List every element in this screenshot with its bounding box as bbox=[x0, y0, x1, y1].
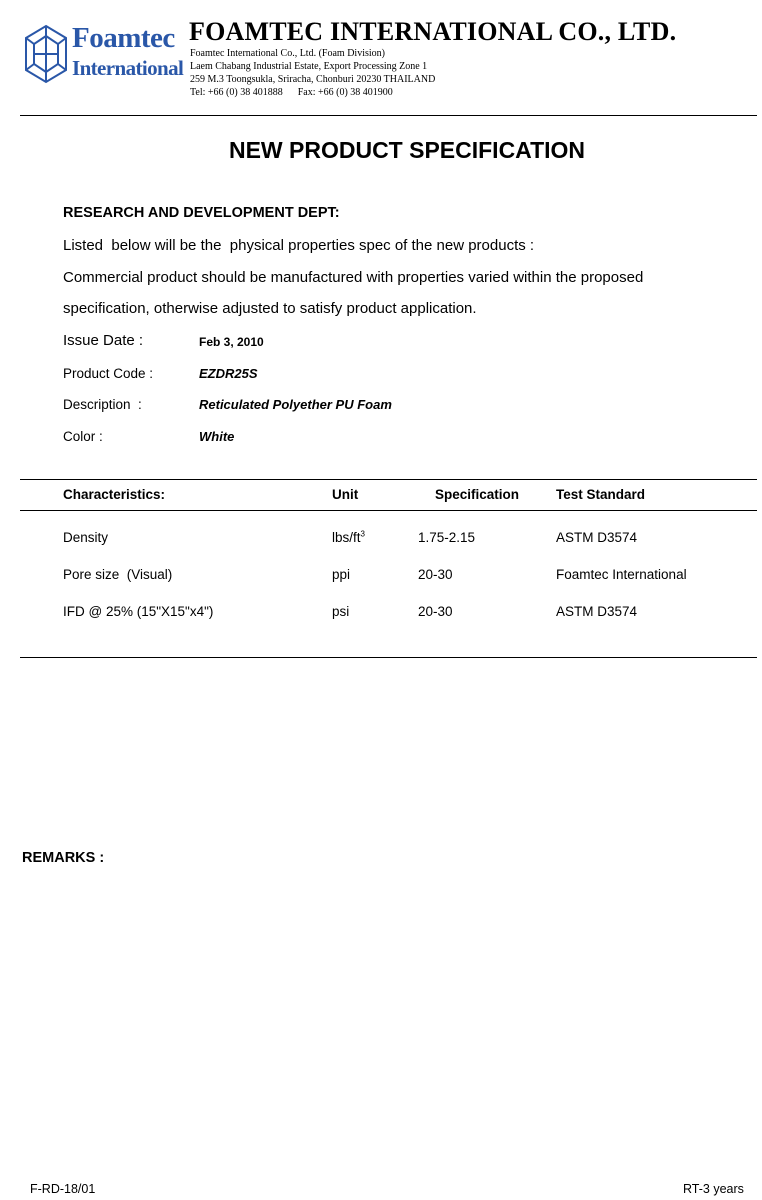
issue-date-value: Feb 3, 2010 bbox=[199, 335, 264, 349]
intro-line: Commercial product should be manufactured with properties varied within the proposed bbox=[63, 269, 644, 286]
row-specification: 20-30 bbox=[418, 604, 453, 619]
row-unit bbox=[332, 530, 365, 545]
row-characteristic: IFD @ 25% (15"X15"x4") bbox=[63, 604, 214, 619]
company-name: FOAMTEC INTERNATIONAL CO., LTD. bbox=[189, 17, 677, 46]
intro-line: specification, otherwise adjusted to satisfy product application. bbox=[63, 300, 477, 317]
color-label: Color : bbox=[63, 429, 103, 444]
row-characteristic: Pore size (Visual) bbox=[63, 567, 173, 582]
address-line: 259 M.3 Toongsukla, Sriracha, Chonburi 20230 THAILAND bbox=[190, 74, 436, 85]
row-specification: 20-30 bbox=[418, 567, 453, 582]
column-header-test-standard: Test Standard bbox=[556, 487, 646, 502]
row-test-standard: ASTM D3574 bbox=[556, 604, 638, 619]
logo-word-international: International bbox=[72, 56, 184, 80]
table-header-rule bbox=[20, 510, 757, 511]
document-title: NEW PRODUCT SPECIFICATION bbox=[228, 137, 586, 163]
foam-cell-logo-icon bbox=[22, 24, 70, 86]
address-line: Laem Chabang Industrial Estate, Export Processing Zone 1 bbox=[190, 61, 428, 72]
company-logo bbox=[22, 22, 182, 88]
form-code: F-RD-18/01 bbox=[30, 1182, 96, 1196]
row-unit: psi bbox=[332, 604, 350, 619]
remarks-label: REMARKS : bbox=[22, 850, 105, 866]
logo-word-foamtec: Foamtec bbox=[72, 22, 175, 54]
row-specification: 1.75-2.15 bbox=[418, 530, 476, 545]
description-value: Reticulated Polyether PU Foam bbox=[199, 397, 392, 412]
color-value: White bbox=[199, 429, 235, 444]
row-unit-superscript: 3 bbox=[360, 529, 365, 539]
product-code-label: Product Code : bbox=[63, 366, 154, 381]
row-test-standard: ASTM D3574 bbox=[556, 530, 638, 545]
row-unit-text: lbs/ft bbox=[332, 530, 361, 545]
column-header-unit: Unit bbox=[332, 487, 359, 502]
column-header-characteristics: Characteristics: bbox=[63, 487, 166, 502]
retention-period: RT-3 years bbox=[683, 1182, 744, 1196]
table-bottom-rule bbox=[20, 657, 757, 658]
address-line: Foamtec International Co., Ltd. (Foam Division) bbox=[190, 48, 385, 59]
row-unit: ppi bbox=[332, 567, 351, 582]
department-heading: RESEARCH AND DEVELOPMENT DEPT: bbox=[63, 205, 340, 221]
contact-line: Tel: +66 (0) 38 401888 Fax: +66 (0) 38 401900 bbox=[190, 87, 393, 98]
row-test-standard: Foamtec International bbox=[556, 567, 687, 582]
intro-line: Listed below will be the physical properties spec of the new products : bbox=[63, 237, 535, 254]
description-label: Description : bbox=[63, 397, 142, 412]
row-characteristic: Density bbox=[63, 530, 109, 545]
table-top-rule bbox=[20, 479, 757, 480]
product-code-value: EZDR25S bbox=[199, 366, 258, 381]
issue-date-label: Issue Date : bbox=[63, 332, 144, 349]
column-header-specification: Specification bbox=[435, 487, 520, 502]
header-divider bbox=[20, 115, 757, 116]
